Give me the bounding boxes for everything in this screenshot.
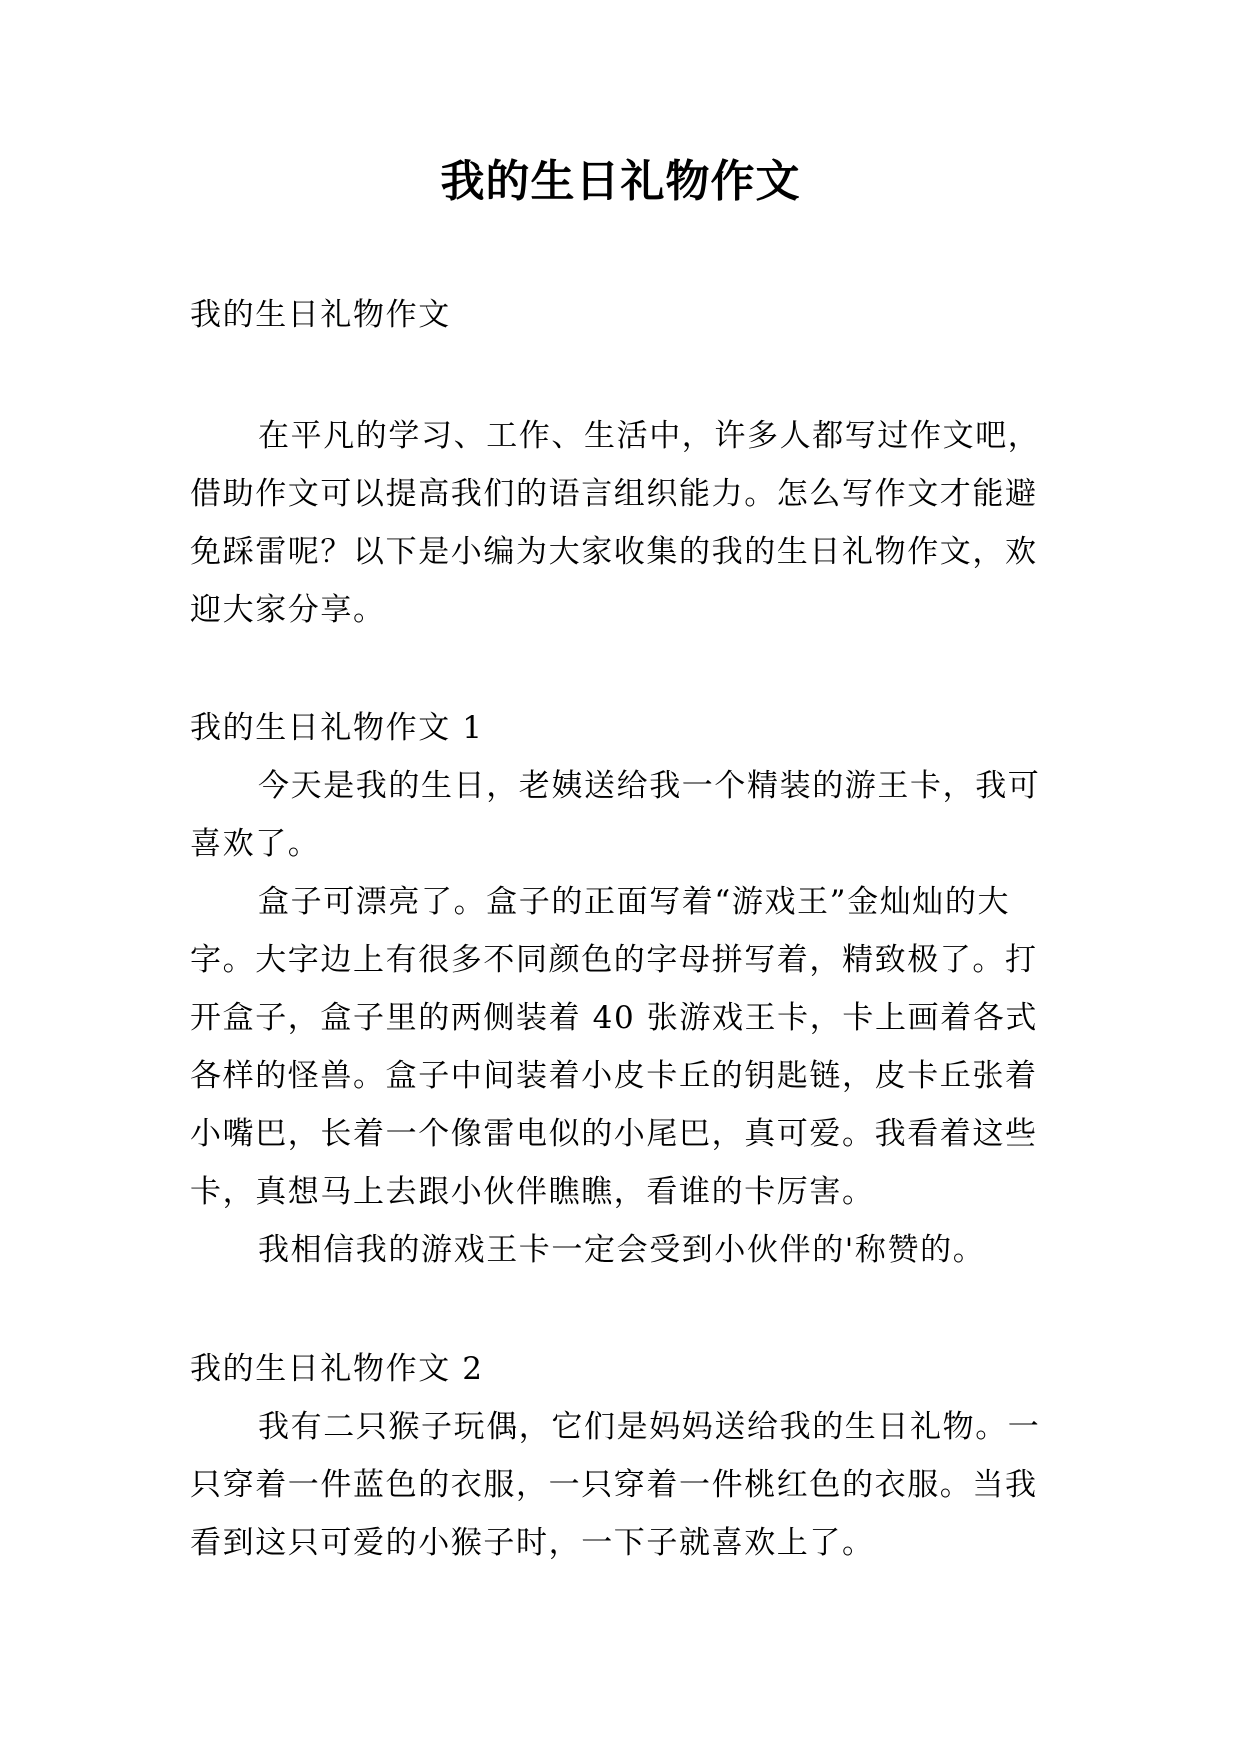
section-1-heading: 我的生日礼物作文 1 (190, 710, 484, 746)
document-body (190, 286, 1060, 1572)
document-subtitle: 我的生日礼物作文 (190, 297, 451, 333)
section-1-paragraph-3: 我相信我的游戏王卡一定会受到小伙伴的'称赞的。 (258, 1232, 986, 1268)
document-title: 我的生日礼物作文 (440, 156, 801, 207)
section-1-paragraph-2: 盒子可漂亮了。盒子的正面写着“游戏王”金灿灿的大字。大字边上有很多不同颜色的字母拼写着，精致极了。打开盒子，盒子里的两侧装着 40 张游戏王卡，卡上画着各式各样的怪兽。盒子中间装着小皮卡丘的钥匙链，皮卡丘张着小嘴巴，长着一个像雷电似的小尾巴，真可爱。我看着这些卡，真想马上去跟小伙伴瞧瞧，看谁的卡厉害。 (190, 884, 1038, 1210)
intro-paragraph: 在平凡的学习、工作、生活中，许多人都写过作文吧，借助作文可以提高我们的语言组织能力。怎么写作文才能避免踩雷呢？以下是小编为大家收集的我的生日礼物作文，欢迎大家分享。 (190, 418, 1041, 628)
section-2-paragraph-1: 我有二只猴子玩偶，它们是妈妈送给我的生日礼物。一只穿着一件蓝色的衣服，一只穿着一件桃红色的衣服。当我看到这只可爱的小猴子时，一下子就喜欢上了。 (190, 1409, 1041, 1561)
section-1-paragraph-1: 今天是我的生日，老姨送给我一个精装的游王卡，我可喜欢了。 (190, 768, 1041, 862)
section-2-heading: 我的生日礼物作文 2 (190, 1351, 484, 1387)
